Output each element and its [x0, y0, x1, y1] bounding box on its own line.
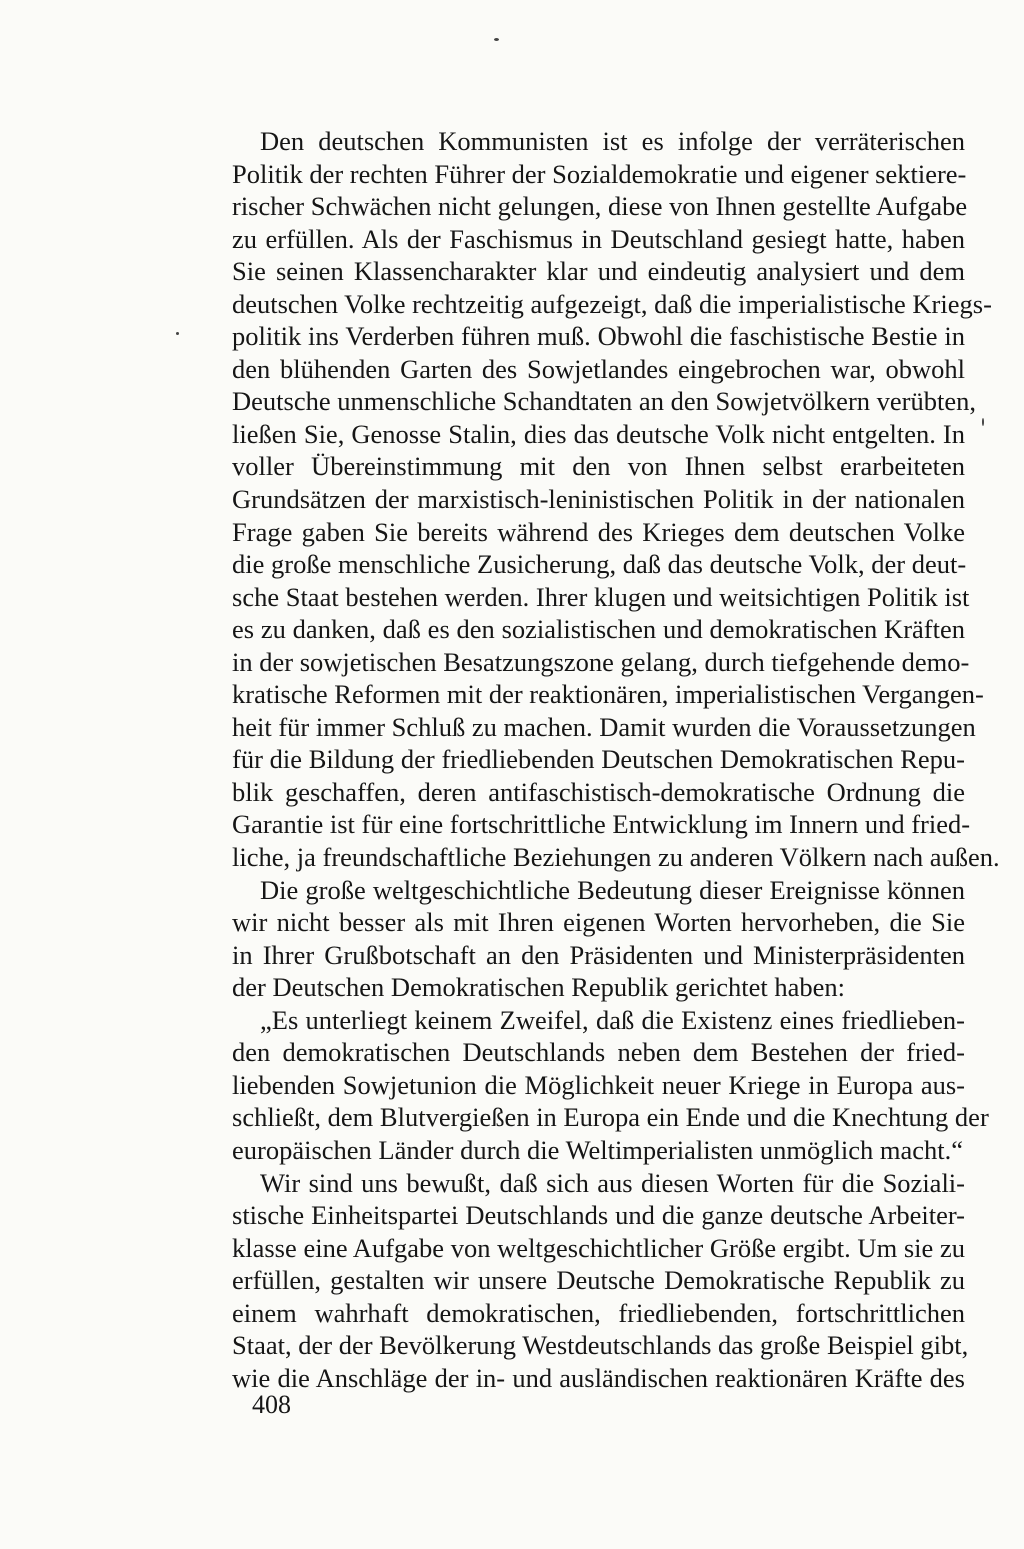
text-line: Politik der rechten Führer der Sozialdemokratie und eigener sektiere-	[232, 158, 967, 189]
text-line: Sie seinen Klassencharakter klar und eindeutig analysiert und dem	[232, 256, 965, 287]
text-line: wir nicht besser als mit Ihren eigenen Worten hervorheben, die Sie	[232, 907, 965, 938]
text-line: rischer Schwächen nicht gelungen, diese von Ihnen gestellte Aufgabe	[232, 191, 968, 222]
text-line: Den deutschen Kommunisten ist es infolge der verräterischen	[260, 126, 965, 156]
text-line: schließt, dem Blutvergießen in Europa ein Ende und die Knechtung der	[232, 1102, 989, 1133]
text-line: Wir sind uns bewußt, daß sich aus diesen Worten für die Soziali-	[260, 1167, 965, 1198]
text-line: sche Staat bestehen werden. Ihrer klugen und weitsichtigen Politik ist	[232, 581, 970, 612]
text-line: kratische Reformen mit der reaktionären, imperialistischen Vergangen-	[232, 679, 984, 710]
text-line: liche, ja freundschaftliche Beziehungen zu anderen Völkern nach außen.	[232, 842, 1000, 873]
scan-speck	[982, 418, 984, 426]
text-line: der Deutschen Demokratischen Republik gerichtet haben:	[232, 972, 845, 1003]
text-line: Die große weltgeschichtliche Bedeutung dieser Ereignisse können	[260, 874, 965, 905]
text-line: europäischen Länder durch die Weltimperialisten unmöglich macht.“	[232, 1134, 964, 1165]
text-line: erfüllen, gestalten wir unsere Deutsche Demokratische Republik zu	[232, 1265, 965, 1296]
text-line: Frage gaben Sie bereits während des Krieges dem deutschen Volke	[232, 516, 965, 547]
text-line: Grundsätzen der marxistisch-leninistischen Politik in der nationalen	[232, 484, 965, 515]
text-line: Garantie ist für eine fortschrittliche Entwicklung im Innern und fried-	[232, 809, 971, 840]
scan-speck	[176, 332, 179, 335]
text-line: liebenden Sowjetunion die Möglichkeit neuer Kriege in Europa aus-	[232, 1069, 965, 1100]
text-line: stische Einheitspartei Deutschlands und die ganze deutsche Arbeiter-	[232, 1200, 965, 1231]
text-line: Staat, der der Bevölkerung Westdeutschlands das große Beispiel gibt,	[232, 1330, 969, 1361]
text-line: den demokratischen Deutschlands neben dem Bestehen der fried-	[232, 1037, 965, 1068]
text-line: in der sowjetischen Besatzungszone gelang, durch tiefgehende demo-	[232, 646, 970, 677]
text-line: Deutsche unmenschliche Schandtaten an den Sowjetvölkern verübten,	[232, 386, 976, 417]
text-line: politik ins Verderben führen muß. Obwohl die faschistische Bestie in	[232, 321, 965, 352]
page-number: 408	[252, 1390, 291, 1419]
text-line: für die Bildung der friedliebenden Deutschen Demokratischen Repu-	[232, 744, 965, 775]
text-line: heit für immer Schluß zu machen. Damit wurden die Voraussetzungen	[232, 711, 976, 742]
body-text	[232, 125, 1000, 1394]
text-line: „Es unterliegt keinem Zweifel, daß die Existenz eines friedlieben-	[260, 1004, 965, 1035]
text-line: in Ihrer Grußbotschaft an den Präsidenten und Ministerpräsidenten	[232, 939, 965, 970]
text-line: wie die Anschläge der in- und ausländischen reaktionären Kräfte des	[232, 1362, 965, 1393]
text-line: voller Übereinstimmung mit den von Ihnen selbst erarbeiteten	[232, 451, 965, 482]
scan-speck	[494, 38, 499, 41]
text-line: ließen Sie, Genosse Stalin, dies das deutsche Volk nicht entgelten. In	[232, 418, 965, 449]
text-line: die große menschliche Zusicherung, daß das deutsche Volk, der deut-	[232, 549, 967, 580]
text-line: es zu danken, daß es den sozialistischen und demokratischen Kräften	[232, 614, 965, 645]
text-line: einem wahrhaft demokratischen, friedliebenden, fortschrittlichen	[232, 1297, 965, 1328]
text-line: klasse eine Aufgabe von weltgeschichtlicher Größe ergibt. Um sie zu	[232, 1232, 965, 1263]
text-line: zu erfüllen. Als der Faschismus in Deutschland gesiegt hatte, haben	[232, 223, 965, 254]
text-line: deutschen Volke rechtzeitig aufgezeigt, daß die imperialistische Kriegs-	[232, 288, 992, 319]
text-line: blik geschaffen, deren antifaschistisch-demokratische Ordnung die	[232, 776, 965, 807]
text-line: den blühenden Garten des Sowjetlandes eingebrochen war, obwohl	[232, 353, 965, 384]
